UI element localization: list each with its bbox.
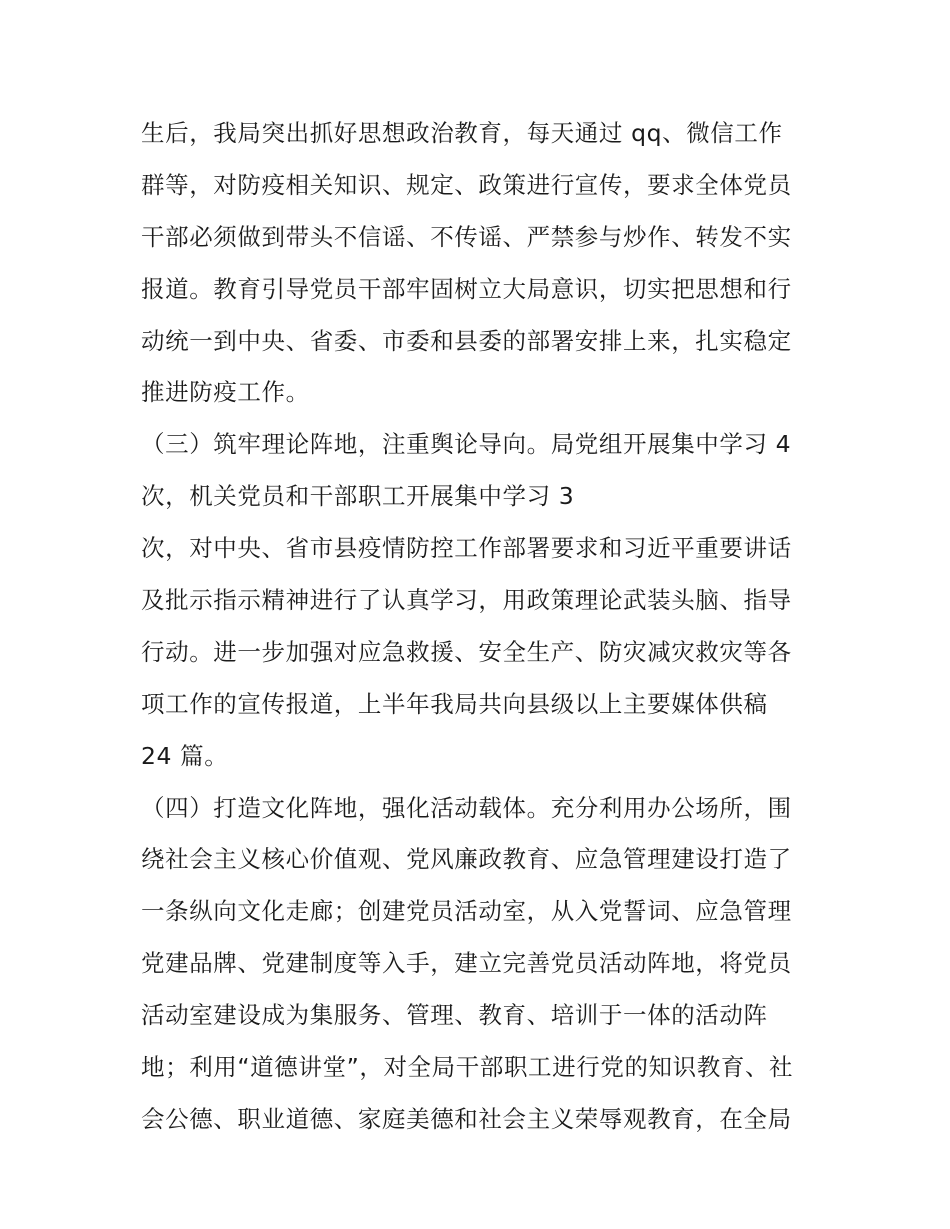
text-line: 会公德、职业道德、家庭美德和社会主义荣辱观教育，在全局 [141,1104,792,1133]
text-line: 群等，对防疫相关知识、规定、政策进行宣传，要求全体党员 [141,170,792,199]
section-heading-line: （三）筑牢理论阵地，注重舆论导向。局党组开展集中学习 4 [141,430,792,459]
text-line: 动统一到中央、省委、市委和县委的部署安排上来，扎实稳定 [141,326,792,355]
section-heading-line: （四）打造文化阵地，强化活动载体。充分利用办公场所，围 [141,793,792,822]
text-line: 一条纵向文化走廊；创建党员活动室，从入党誓词、应急管理 [141,897,792,926]
text-line: 推进防疫工作。 [141,378,310,407]
text-line: 绕社会主义核心价值观、党风廉政教育、应急管理建设打造了 [141,845,792,874]
text-line: 地；利用“道德讲堂”，对全局干部职工进行党的知识教育、社 [141,1053,794,1082]
text-line: 项工作的宣传报道，上半年我局共向县级以上主要媒体供稿 [141,689,768,718]
text-line: 次，机关党员和干部职工开展集中学习 3 [141,482,575,511]
text-line: 24 篇。 [141,741,229,770]
text-line: 活动室建设成为集服务、管理、教育、培训于一体的活动阵 [141,1001,768,1030]
text-line: 党建品牌、党建制度等入手，建立完善党员活动阵地，将党员 [141,949,792,978]
text-line: 报道。教育引导党员干部牢固树立大局意识，切实把思想和行 [141,274,792,303]
text-line: 次，对中央、省市县疫情防控工作部署要求和习近平重要讲话 [141,534,792,563]
text-line: 干部必须做到带头不信谣、不传谣、严禁参与炒作、转发不实 [141,222,792,251]
body-text [141,108,821,1146]
text-line: 及批示指示精神进行了认真学习，用政策理论武装头脑、指导 [141,586,792,615]
text-line: 生后，我局突出抓好思想政治教育，每天通过 qq、微信工作 [141,119,783,147]
text-line: 行动。进一步加强对应急救援、安全生产、防灾减灾救灾等各 [141,637,792,666]
